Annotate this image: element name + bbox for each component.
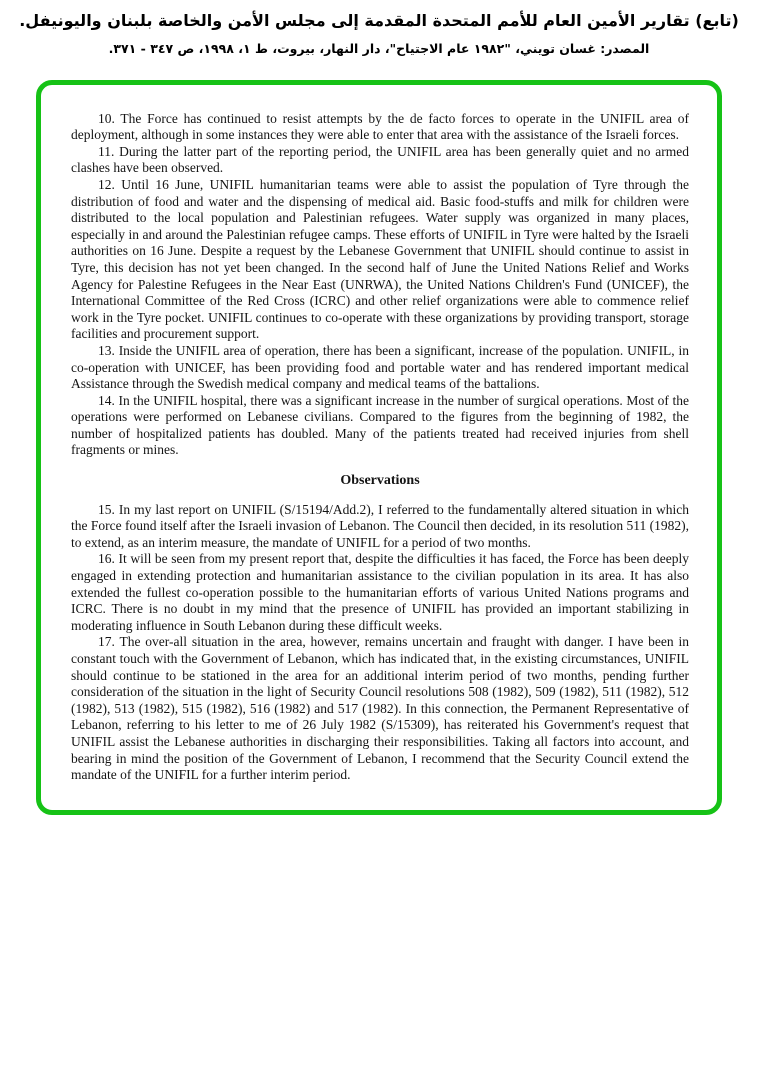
- paragraph-14: 14. In the UNIFIL hospital, there was a significant increase in the number of surgical operations. Most of the operations were performed on Lebanese civilians. Compared to the figures from the beginning of 1982, the number of hospitalized patients has doubled. Many of the patients treated had received injuries from shell fragments or mines.: [71, 392, 689, 458]
- document-green-frame: [36, 80, 722, 815]
- observations-heading: Observations: [340, 473, 420, 489]
- arabic-header: [0, 10, 758, 56]
- paragraph-13: 13. Inside the UNIFIL area of operation, there has been a significant, increase of the population. UNIFIL, in co-operation with UNICEF, has been providing food and portable water and has rendered important medical Assistance through the Swedish medical company and medical teams of the battalions.: [71, 342, 689, 392]
- paragraph-17: 17. The over-all situation in the area, however, remains uncertain and fraught with danger. I have been in constant touch with the Government of Lebanon, which has indicated that, in the existing circumstances, UNIFIL should continue to be stationed in the area for an additional interim period of two months, pending further consideration of the situation in the light of Security Council resolutions 508 (1982), 509 (1982), 511 (1982), 512 (1982), 513 (1982), 515 (1982), 516 (1982) and 517 (1982). In this connection, the Permanent Representative of Lebanon, referring to his letter to me of 26 July 1982 (S/15309), has reiterated his Government's request that UNIFIL assist the Lebanese authorities in discharging their responsibilities. Taking all factors into account, and bearing in mind the position of the Government of Lebanon, I recommend that the Security Council extend the mandate of the UNIFIL for a further interim period.: [71, 634, 689, 783]
- paragraph-12: 12. Until 16 June, UNIFIL humanitarian teams were able to assist the population of Tyre through the distribution of food and water and the dispensing of medical aid. Basic food-stuffs and milk for children were distributed to the local population and Palestinian refugees. Water supply was organized in many places, especially in and around the Palestinian refugee camps. These efforts of UNIFIL in Tyre were halted by the Israeli authorities on 16 June. Despite a request by the Lebanese Government that UNIFIL should continue to assist in Tyre, this decision has not yet been changed. In the second half of June the United Nations Relief and Works Agency for Palestine Refugees in the Near East (UNRWA), the United Nations Children's Fund (UNICEF), the International Committee of the Red Cross (ICRC) and other relief organizations were able to commence relief work in the Tyre pocket. UNIFIL continues to co-operate with these organizations by providing transport, storage facilities and procurement support.: [71, 176, 689, 342]
- paragraph-11: 11. During the latter part of the reporting period, the UNIFIL area has been generally quiet and no armed clashes have been observed.: [71, 143, 689, 176]
- header-title-arabic: (تابع) تقارير الأمين العام للأمم المتحدة المقدمة إلى مجلس الأمن والخاصة بلبنان واليونيفل.: [19, 11, 739, 30]
- paragraph-10: 10. The Force has continued to resist attempts by the de facto forces to operate in the UNIFIL area of deployment, although in some instances they were able to enter that area with the assistance of the Israeli forces.: [71, 110, 689, 143]
- paragraph-16: 16. It will be seen from my present report that, despite the difficulties it has faced, the Force has been deeply engaged in extending protection and humanitarian assistance to the civilian population in its area. It has also extended the fullest co-operation possible to the humanitarian efforts of various United Nations programs and ICRC. There is no doubt in my mind that the presence of UNIFIL has provided an important stabilizing in moderating influence in South Lebanon during these difficult weeks.: [71, 551, 689, 633]
- header-source-arabic: المصدر: غسان تويني، "١٩٨٢ عام الاجتياح"، دار النهار، بيروت، ط ١، ١٩٩٨، ص ٣٤٧ - ٣٧١.: [108, 40, 650, 56]
- paragraph-15: 15. In my last report on UNIFIL (S/15194/Add.2), I referred to the fundamentally altered situation in which the Force found itself after the Israeli invasion of Lebanon. The Council then decided, in its resolution 511 (1982), to extend, as an interim measure, the mandate of UNIFIL for a period of two months.: [71, 501, 689, 550]
